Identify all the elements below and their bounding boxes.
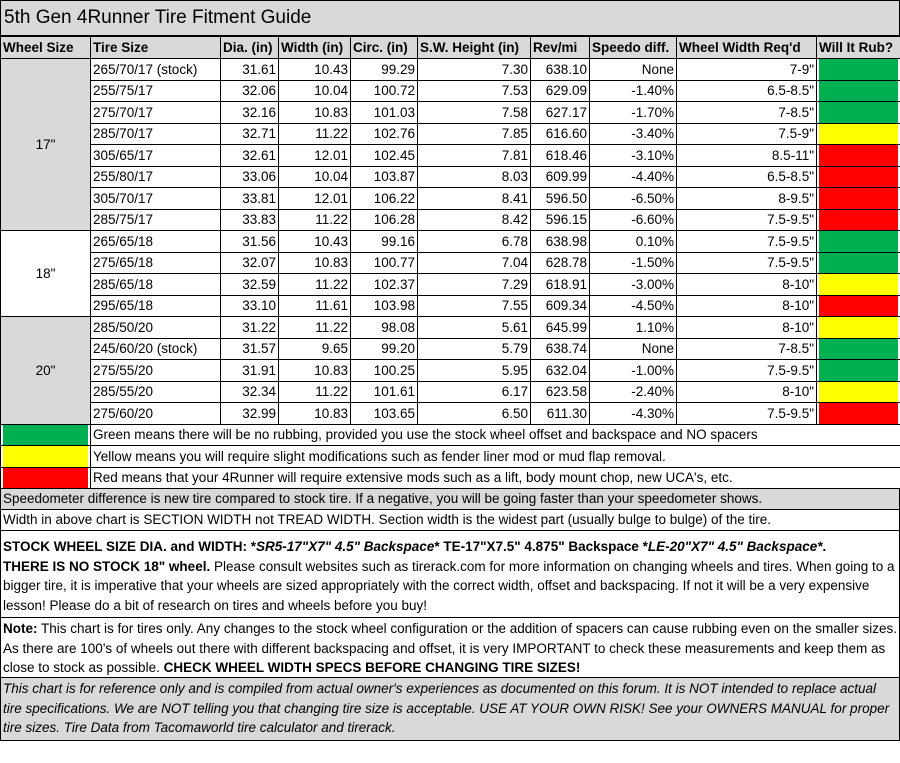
width-cell: 11.22 (279, 123, 351, 145)
stock-label: STOCK WHEEL SIZE DIA. and WIDTH: * (3, 539, 257, 554)
speedo-cell: -1.00% (590, 360, 677, 382)
sw-cell: 7.58 (418, 102, 531, 124)
legend-red-swatch (1, 467, 91, 489)
sw-cell: 7.53 (418, 80, 531, 102)
legend-green-swatch (1, 424, 91, 446)
rub-indicator-green (817, 338, 900, 360)
rub-swatch (819, 124, 898, 145)
rub-swatch (819, 403, 898, 424)
sw-cell: 8.42 (418, 209, 531, 231)
sw-cell: 6.17 (418, 381, 531, 403)
table-row (1, 360, 900, 382)
circ-cell: 102.76 (351, 123, 418, 145)
table-row (1, 317, 900, 339)
tire-size-cell: 305/70/17 (91, 188, 221, 210)
circ-cell: 101.03 (351, 102, 418, 124)
rub-indicator-green (817, 102, 900, 124)
table-row (1, 209, 900, 231)
speedo-cell: -3.40% (590, 123, 677, 145)
column-header: S.W. Height (in) (418, 37, 531, 59)
wheel-size-label: 18" (1, 231, 91, 317)
circ-cell: 100.77 (351, 252, 418, 274)
width-note: Width in above chart is SECTION WIDTH not TREAD WIDTH. Section width is the widest part (usually bulge to bulge) of the tire. (0, 510, 900, 531)
req-cell: 7.5-9" (677, 123, 817, 145)
rub-swatch (819, 102, 898, 123)
legend-yellow-swatch (1, 446, 91, 468)
speedo-cell: -6.60% (590, 209, 677, 231)
rev-cell: 638.98 (531, 231, 590, 253)
stock-rest: Please consult websites such as tirerack.com for more information on changing wheels and tires. When going to a bigger tire, it is imperative that your wheels are sized appropriately with the correct width, offset and backspacing. If not it will be a very expensive lesson! Please do a bit of research on tires and wheels before you buy! (3, 558, 895, 613)
rub-swatch (819, 274, 898, 295)
table-row (1, 295, 900, 317)
table-row (1, 188, 900, 210)
rev-cell: 609.99 (531, 166, 590, 188)
column-header: Width (in) (279, 37, 351, 59)
circ-cell: 99.29 (351, 59, 418, 81)
tire-size-cell: 285/75/17 (91, 209, 221, 231)
sw-cell: 5.61 (418, 317, 531, 339)
req-cell: 7.5-9.5" (677, 403, 817, 425)
req-cell: 7-8.5" (677, 338, 817, 360)
note-text: This chart is for tires only. Any changes to the stock wheel configuration or the addition of spacers can cause rubbing even on the smaller sizes. As there are 100's of wheels out there with different backspacing and offset, it is very IMPORTANT to check these measurements and keep them as close to stock as possible. (3, 621, 897, 675)
dia-cell: 32.34 (221, 381, 279, 403)
sw-cell: 7.55 (418, 295, 531, 317)
table-row (1, 252, 900, 274)
note-label: Note: (3, 621, 38, 636)
rub-swatch (819, 167, 898, 188)
speedo-cell: -4.30% (590, 403, 677, 425)
tire-size-cell: 295/65/18 (91, 295, 221, 317)
rub-swatch (819, 188, 898, 209)
note-block (0, 618, 900, 678)
circ-cell: 100.72 (351, 80, 418, 102)
dia-cell: 32.61 (221, 145, 279, 167)
speedo-cell: -4.50% (590, 295, 677, 317)
req-cell: 6.5-8.5" (677, 166, 817, 188)
rub-indicator-red (817, 209, 900, 231)
rub-indicator-yellow (817, 123, 900, 145)
sw-cell: 7.30 (418, 59, 531, 81)
fitment-table (0, 36, 900, 489)
rev-cell: 596.15 (531, 209, 590, 231)
note-emphasis: CHECK WHEEL WIDTH SPECS BEFORE CHANGING TIRE SIZES! (163, 660, 581, 675)
tire-size-cell: 285/50/20 (91, 317, 221, 339)
speedo-note: Speedometer difference is new tire compared to stock tire. If a negative, you will be going faster than your speedometer shows. (0, 489, 900, 510)
tire-size-cell: 255/80/17 (91, 166, 221, 188)
table-body (1, 59, 900, 425)
sw-cell: 5.79 (418, 338, 531, 360)
sw-cell: 7.85 (418, 123, 531, 145)
tire-size-cell: 255/75/17 (91, 80, 221, 102)
rev-cell: 609.34 (531, 295, 590, 317)
wheel-size-label: 20" (1, 317, 91, 425)
rub-indicator-red (817, 145, 900, 167)
req-cell: 7.5-9.5" (677, 231, 817, 253)
column-header: Will It Rub? (817, 37, 900, 59)
speedo-cell: -3.00% (590, 274, 677, 296)
width-cell: 10.83 (279, 102, 351, 124)
req-cell: 7.5-9.5" (677, 252, 817, 274)
sw-cell: 7.04 (418, 252, 531, 274)
rub-indicator-red (817, 403, 900, 425)
width-cell: 10.04 (279, 166, 351, 188)
no-stock-18: THERE IS NO STOCK 18" wheel. (3, 558, 211, 574)
rub-indicator-yellow (817, 381, 900, 403)
tire-size-cell: 245/60/20 (stock) (91, 338, 221, 360)
table-row (1, 80, 900, 102)
rub-swatch (819, 317, 898, 338)
circ-cell: 102.37 (351, 274, 418, 296)
rub-swatch (819, 59, 898, 80)
legend-red-row (1, 467, 900, 489)
dia-cell: 32.99 (221, 403, 279, 425)
dia-cell: 31.61 (221, 59, 279, 81)
disclaimer: This chart is for reference only and is compiled from actual owner's experiences as documented on this forum. It is NOT intended to replace actual tire specifications. We are NOT telling you that changing tire size is acceptable. USE AT YOUR OWN RISK! See your OWNERS MANUAL for proper tire sizes. Tire Data from Tacomaworld tire calculator and tirerack. (0, 678, 900, 741)
column-header: Rev/mi (531, 37, 590, 59)
legend (1, 424, 900, 489)
rev-cell: 629.09 (531, 80, 590, 102)
circ-cell: 103.87 (351, 166, 418, 188)
circ-cell: 106.28 (351, 209, 418, 231)
rub-swatch (819, 145, 898, 166)
width-cell: 12.01 (279, 188, 351, 210)
width-cell: 12.01 (279, 145, 351, 167)
legend-yellow-row (1, 446, 900, 468)
dia-cell: 32.16 (221, 102, 279, 124)
sw-cell: 7.29 (418, 274, 531, 296)
width-cell: 10.83 (279, 360, 351, 382)
rev-cell: 645.99 (531, 317, 590, 339)
speedo-cell: -3.10% (590, 145, 677, 167)
rub-indicator-yellow (817, 274, 900, 296)
dia-cell: 31.91 (221, 360, 279, 382)
req-cell: 8-10" (677, 317, 817, 339)
rev-cell: 638.74 (531, 338, 590, 360)
tire-size-cell: 275/65/18 (91, 252, 221, 274)
tire-size-cell: 265/70/17 (stock) (91, 59, 221, 81)
rub-swatch (819, 253, 898, 274)
dia-cell: 33.83 (221, 209, 279, 231)
speedo-cell: 0.10% (590, 231, 677, 253)
rub-swatch (819, 81, 898, 102)
rub-swatch (819, 360, 898, 381)
rev-cell: 638.10 (531, 59, 590, 81)
sw-cell: 6.78 (418, 231, 531, 253)
rub-indicator-red (817, 295, 900, 317)
rev-cell: 628.78 (531, 252, 590, 274)
req-cell: 6.5-8.5" (677, 80, 817, 102)
speedo-cell: None (590, 59, 677, 81)
rev-cell: 632.04 (531, 360, 590, 382)
tire-size-cell: 285/70/17 (91, 123, 221, 145)
tire-size-cell: 285/65/18 (91, 274, 221, 296)
width-cell: 11.22 (279, 317, 351, 339)
req-cell: 8-9.5" (677, 188, 817, 210)
rub-swatch (819, 231, 898, 252)
width-cell: 11.22 (279, 274, 351, 296)
req-cell: 7-9" (677, 59, 817, 81)
rub-swatch (819, 382, 898, 403)
stock-wheel-info (0, 531, 900, 618)
width-cell: 10.83 (279, 403, 351, 425)
rev-cell: 616.60 (531, 123, 590, 145)
legend-red-text: Red means that your 4Runner will require extensive mods such as a lift, body mount chop, new UCA's, etc. (91, 467, 900, 489)
width-cell: 11.22 (279, 209, 351, 231)
dia-cell: 32.59 (221, 274, 279, 296)
rev-cell: 623.58 (531, 381, 590, 403)
width-cell: 11.22 (279, 381, 351, 403)
tire-size-cell: 265/65/18 (91, 231, 221, 253)
column-header: Wheel Size (1, 37, 91, 59)
dia-cell: 33.10 (221, 295, 279, 317)
sw-cell: 6.50 (418, 403, 531, 425)
width-cell: 10.83 (279, 252, 351, 274)
width-cell: 11.61 (279, 295, 351, 317)
legend-green-row (1, 424, 900, 446)
rub-indicator-green (817, 252, 900, 274)
req-cell: 7-8.5" (677, 102, 817, 124)
req-cell: 8.5-11" (677, 145, 817, 167)
page-title: 5th Gen 4Runner Tire Fitment Guide (0, 0, 900, 36)
rev-cell: 618.91 (531, 274, 590, 296)
req-cell: 7.5-9.5" (677, 360, 817, 382)
width-cell: 10.43 (279, 59, 351, 81)
table-row (1, 166, 900, 188)
column-header: Speedo diff. (590, 37, 677, 59)
stock-le-end: . (822, 539, 827, 554)
table-row (1, 102, 900, 124)
speedo-cell: -1.40% (590, 80, 677, 102)
dia-cell: 31.56 (221, 231, 279, 253)
speedo-cell: -2.40% (590, 381, 677, 403)
rub-swatch (819, 339, 898, 360)
stock-le: LE-20"X7" 4.5" Backspace* (647, 539, 823, 554)
column-header: Wheel Width Req'd (677, 37, 817, 59)
req-cell: 8-10" (677, 295, 817, 317)
sw-cell: 7.81 (418, 145, 531, 167)
speedo-cell: -1.70% (590, 102, 677, 124)
req-cell: 8-10" (677, 381, 817, 403)
rev-cell: 596.50 (531, 188, 590, 210)
column-header: Tire Size (91, 37, 221, 59)
sw-cell: 5.95 (418, 360, 531, 382)
legend-yellow-text: Yellow means you will require slight modifications such as fender liner mod or mud flap removal. (91, 446, 900, 468)
rub-indicator-green (817, 360, 900, 382)
tire-size-cell: 275/60/20 (91, 403, 221, 425)
circ-cell: 103.65 (351, 403, 418, 425)
rub-swatch (819, 296, 898, 317)
rub-swatch (819, 210, 898, 231)
table-row (1, 403, 900, 425)
circ-cell: 98.08 (351, 317, 418, 339)
dia-cell: 33.06 (221, 166, 279, 188)
rev-cell: 611.30 (531, 403, 590, 425)
table-row (1, 274, 900, 296)
speedo-cell: -4.40% (590, 166, 677, 188)
tire-size-cell: 275/70/17 (91, 102, 221, 124)
rub-indicator-red (817, 188, 900, 210)
dia-cell: 33.81 (221, 188, 279, 210)
rub-indicator-green (817, 231, 900, 253)
rub-indicator-red (817, 166, 900, 188)
req-cell: 7.5-9.5" (677, 209, 817, 231)
tire-size-cell: 275/55/20 (91, 360, 221, 382)
sw-cell: 8.41 (418, 188, 531, 210)
column-header: Dia. (in) (221, 37, 279, 59)
speedo-cell: 1.10% (590, 317, 677, 339)
rub-indicator-green (817, 59, 900, 81)
dia-cell: 32.71 (221, 123, 279, 145)
width-cell: 10.04 (279, 80, 351, 102)
table-row (1, 145, 900, 167)
req-cell: 8-10" (677, 274, 817, 296)
sw-cell: 8.03 (418, 166, 531, 188)
rev-cell: 627.17 (531, 102, 590, 124)
circ-cell: 101.61 (351, 381, 418, 403)
dia-cell: 31.22 (221, 317, 279, 339)
wheel-size-label: 17" (1, 59, 91, 231)
rev-cell: 618.46 (531, 145, 590, 167)
width-cell: 10.43 (279, 231, 351, 253)
table-row (1, 338, 900, 360)
dia-cell: 31.57 (221, 338, 279, 360)
tire-size-cell: 285/55/20 (91, 381, 221, 403)
circ-cell: 106.22 (351, 188, 418, 210)
circ-cell: 102.45 (351, 145, 418, 167)
rub-indicator-green (817, 80, 900, 102)
table-row (1, 123, 900, 145)
tire-size-cell: 305/65/17 (91, 145, 221, 167)
circ-cell: 100.25 (351, 360, 418, 382)
speedo-cell: -6.50% (590, 188, 677, 210)
column-header: Circ. (in) (351, 37, 418, 59)
circ-cell: 99.20 (351, 338, 418, 360)
dia-cell: 32.07 (221, 252, 279, 274)
table-row (1, 231, 900, 253)
legend-green-text: Green means there will be no rubbing, provided you use the stock wheel offset and backspace and NO spacers (91, 424, 900, 446)
table-row (1, 381, 900, 403)
width-cell: 9.65 (279, 338, 351, 360)
speedo-cell: None (590, 338, 677, 360)
header-row (1, 37, 900, 59)
table-row (1, 59, 900, 81)
stock-sr5: SR5-17"X7" 4.5" Backspace (256, 539, 435, 554)
speedo-cell: -1.50% (590, 252, 677, 274)
dia-cell: 32.06 (221, 80, 279, 102)
rub-indicator-yellow (817, 317, 900, 339)
circ-cell: 103.98 (351, 295, 418, 317)
stock-te: * TE-17"X7.5" 4.875" Backspace * (434, 539, 648, 554)
circ-cell: 99.16 (351, 231, 418, 253)
